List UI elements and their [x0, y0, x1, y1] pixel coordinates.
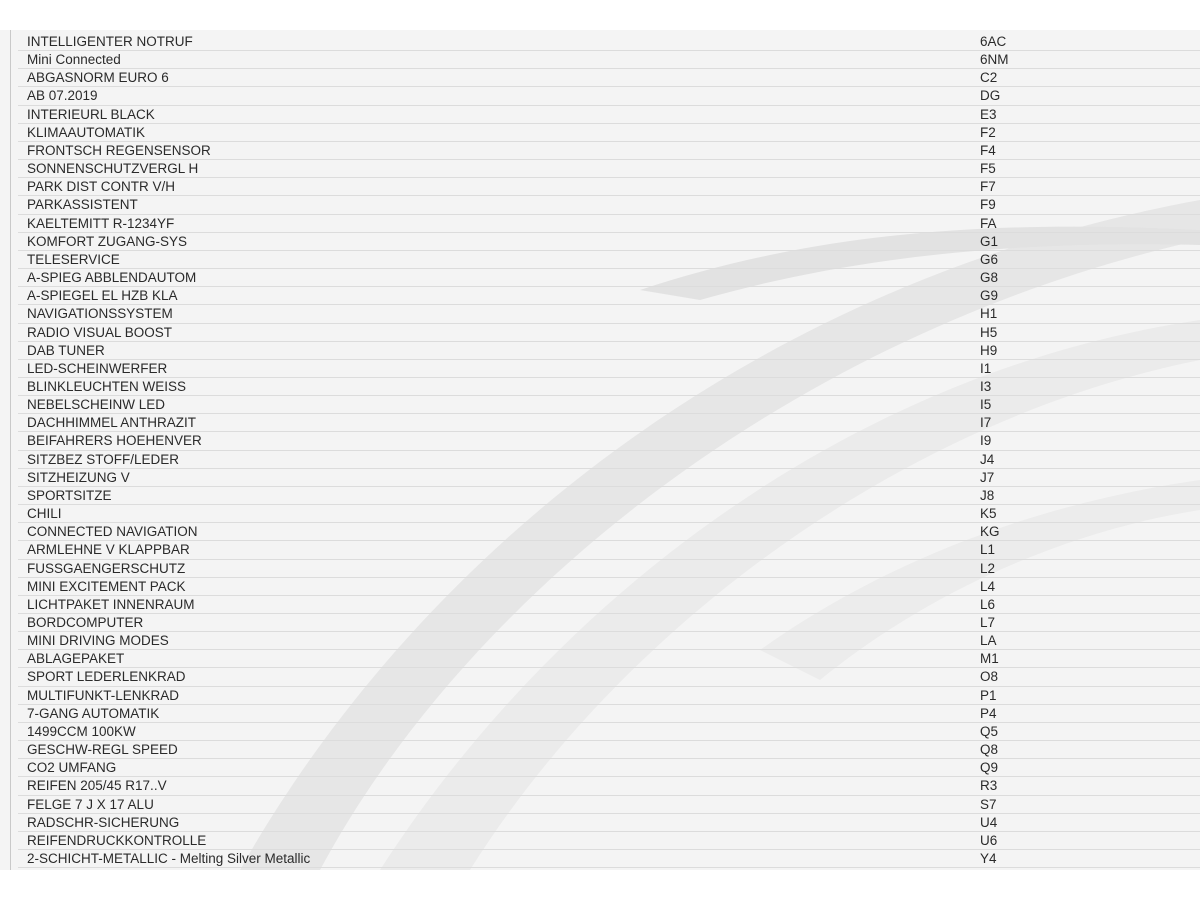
option-code: Y4	[980, 851, 997, 867]
table-row	[18, 51, 1200, 69]
option-code: R3	[980, 778, 998, 794]
option-name: KAELTEMITT R-1234YF	[27, 215, 175, 231]
option-name: FELGE 7 J X 17 ALU	[27, 796, 154, 812]
option-name: REIFEN 205/45 R17..V	[27, 778, 167, 794]
table-row	[18, 342, 1200, 360]
table-row	[18, 632, 1200, 650]
table-row	[18, 832, 1200, 850]
option-code: J7	[980, 469, 995, 485]
option-name: DACHHIMMEL ANTHRAZIT	[27, 415, 197, 431]
table-row	[18, 269, 1200, 287]
table-row	[18, 33, 1200, 51]
table-row	[18, 414, 1200, 432]
option-code: I3	[980, 378, 992, 394]
option-code: J8	[980, 487, 995, 503]
option-name: BEIFAHRERS HOEHENVER	[27, 433, 202, 449]
option-code: I1	[980, 360, 992, 376]
option-name: DAB TUNER	[27, 342, 105, 358]
table-row	[18, 614, 1200, 632]
table-row	[18, 814, 1200, 832]
table-row	[18, 360, 1200, 378]
table-row	[18, 759, 1200, 777]
table-row	[18, 578, 1200, 596]
left-border	[10, 30, 11, 870]
table-row	[18, 596, 1200, 614]
table-row	[18, 687, 1200, 705]
option-name: FUSSGAENGERSCHUTZ	[27, 560, 186, 576]
table-row	[18, 777, 1200, 795]
option-code: I9	[980, 433, 992, 449]
table-row	[18, 124, 1200, 142]
option-name: GESCHW-REGL SPEED	[27, 742, 178, 758]
table-row	[18, 487, 1200, 505]
table-row	[18, 796, 1200, 814]
option-code: F7	[980, 179, 996, 195]
table-row	[18, 668, 1200, 686]
option-name: ABLAGEPAKET	[27, 651, 125, 667]
options-sheet	[0, 30, 1200, 870]
option-name: A-SPIEG ABBLENDAUTOM	[27, 270, 197, 286]
option-code: M1	[980, 651, 999, 667]
option-code: U6	[980, 832, 998, 848]
table-row	[18, 541, 1200, 559]
option-name: SPORT LEDERLENKRAD	[27, 669, 186, 685]
option-code: P4	[980, 705, 997, 721]
option-name: ABGASNORM EURO 6	[27, 70, 169, 86]
table-row	[18, 142, 1200, 160]
option-code: C2	[980, 70, 998, 86]
option-code: G6	[980, 251, 999, 267]
table-row	[18, 741, 1200, 759]
option-code: H1	[980, 306, 998, 322]
table-row	[18, 215, 1200, 233]
table-row	[18, 396, 1200, 414]
option-code: H5	[980, 324, 998, 340]
option-name: 7-GANG AUTOMATIK	[27, 705, 160, 721]
table-row	[18, 469, 1200, 487]
option-name: LICHTPAKET INNENRAUM	[27, 596, 195, 612]
option-name: RADSCHR-SICHERUNG	[27, 814, 180, 830]
option-name: SPORTSITZE	[27, 487, 112, 503]
option-code: KG	[980, 524, 1000, 540]
option-code: K5	[980, 506, 997, 522]
option-code: G9	[980, 288, 999, 304]
option-name: SITZHEIZUNG V	[27, 469, 130, 485]
option-code: F2	[980, 124, 996, 140]
option-name: CO2 UMFANG	[27, 760, 117, 776]
option-code: I7	[980, 415, 992, 431]
option-name: NEBELSCHEINW LED	[27, 397, 166, 413]
table-row	[18, 324, 1200, 342]
option-name: REIFENDRUCKKONTROLLE	[27, 832, 207, 848]
option-name: TELESERVICE	[27, 251, 120, 267]
table-row	[18, 196, 1200, 214]
table-row	[18, 178, 1200, 196]
option-name: INTERIEURL BLACK	[27, 106, 155, 122]
table-row	[18, 432, 1200, 450]
table-row	[18, 87, 1200, 105]
option-code: DG	[980, 88, 1001, 104]
table-row	[18, 160, 1200, 178]
option-name: INTELLIGENTER NOTRUF	[27, 34, 193, 49]
option-code: E3	[980, 106, 997, 122]
table-row	[18, 505, 1200, 523]
table-row	[18, 560, 1200, 578]
option-code: O8	[980, 669, 999, 685]
table-row	[18, 850, 1200, 868]
option-code: G8	[980, 270, 999, 286]
table-row	[18, 251, 1200, 269]
options-table	[18, 33, 1200, 868]
table-row	[18, 378, 1200, 396]
option-name: Mini Connected	[27, 52, 121, 68]
option-name: A-SPIEGEL EL HZB KLA	[27, 288, 178, 304]
table-row	[18, 705, 1200, 723]
option-name: MINI DRIVING MODES	[27, 633, 169, 649]
option-name: CHILI	[27, 506, 62, 522]
option-code: F5	[980, 161, 996, 177]
option-name: KLIMAAUTOMATIK	[27, 124, 146, 140]
table-row	[18, 106, 1200, 124]
option-code: Q8	[980, 742, 999, 758]
option-name: SITZBEZ STOFF/LEDER	[27, 451, 180, 467]
table-row	[18, 723, 1200, 741]
option-name: LED-SCHEINWERFER	[27, 360, 168, 376]
option-name: KOMFORT ZUGANG-SYS	[27, 233, 188, 249]
option-code: U4	[980, 814, 998, 830]
option-code: F9	[980, 197, 996, 213]
option-code: J4	[980, 451, 995, 467]
option-code: I5	[980, 397, 992, 413]
option-code: Q5	[980, 723, 999, 739]
option-code: 6NM	[980, 52, 1009, 68]
option-name: FRONTSCH REGENSENSOR	[27, 142, 211, 158]
option-name: AB 07.2019	[27, 88, 98, 104]
option-name: ARMLEHNE V KLAPPBAR	[27, 542, 190, 558]
option-code: P1	[980, 687, 997, 703]
option-code: L6	[980, 596, 996, 612]
option-name: RADIO VISUAL BOOST	[27, 324, 173, 340]
option-code: G1	[980, 233, 999, 249]
option-code: H9	[980, 342, 998, 358]
table-row	[18, 305, 1200, 323]
option-name: BORDCOMPUTER	[27, 615, 144, 630]
table-row	[18, 650, 1200, 668]
option-name: PARK DIST CONTR V/H	[27, 179, 176, 195]
option-name: BLINKLEUCHTEN WEISS	[27, 378, 187, 394]
option-code: 6AC	[980, 34, 1007, 49]
option-code: F4	[980, 142, 996, 158]
option-name: MINI EXCITEMENT PACK	[27, 578, 186, 594]
option-code: L2	[980, 560, 996, 576]
table-row	[18, 69, 1200, 87]
option-name: 1499CCM 100KW	[27, 723, 136, 739]
option-code: L1	[980, 542, 996, 558]
option-code: LA	[980, 633, 997, 649]
option-code: Q9	[980, 760, 999, 776]
option-name: PARKASSISTENT	[27, 197, 138, 213]
option-name: 2-SCHICHT-METALLIC - Melting Silver Metallic	[27, 851, 311, 867]
option-code: FA	[980, 215, 997, 231]
option-name: NAVIGATIONSSYSTEM	[27, 306, 173, 322]
table-row	[18, 451, 1200, 469]
option-name: SONNENSCHUTZVERGL H	[27, 161, 199, 177]
option-code: S7	[980, 796, 997, 812]
option-name: CONNECTED NAVIGATION	[27, 524, 198, 540]
option-name: MULTIFUNKT-LENKRAD	[27, 687, 180, 703]
option-code: L7	[980, 615, 996, 630]
option-code: L4	[980, 578, 996, 594]
table-row	[18, 287, 1200, 305]
table-row	[18, 233, 1200, 251]
table-row	[18, 523, 1200, 541]
